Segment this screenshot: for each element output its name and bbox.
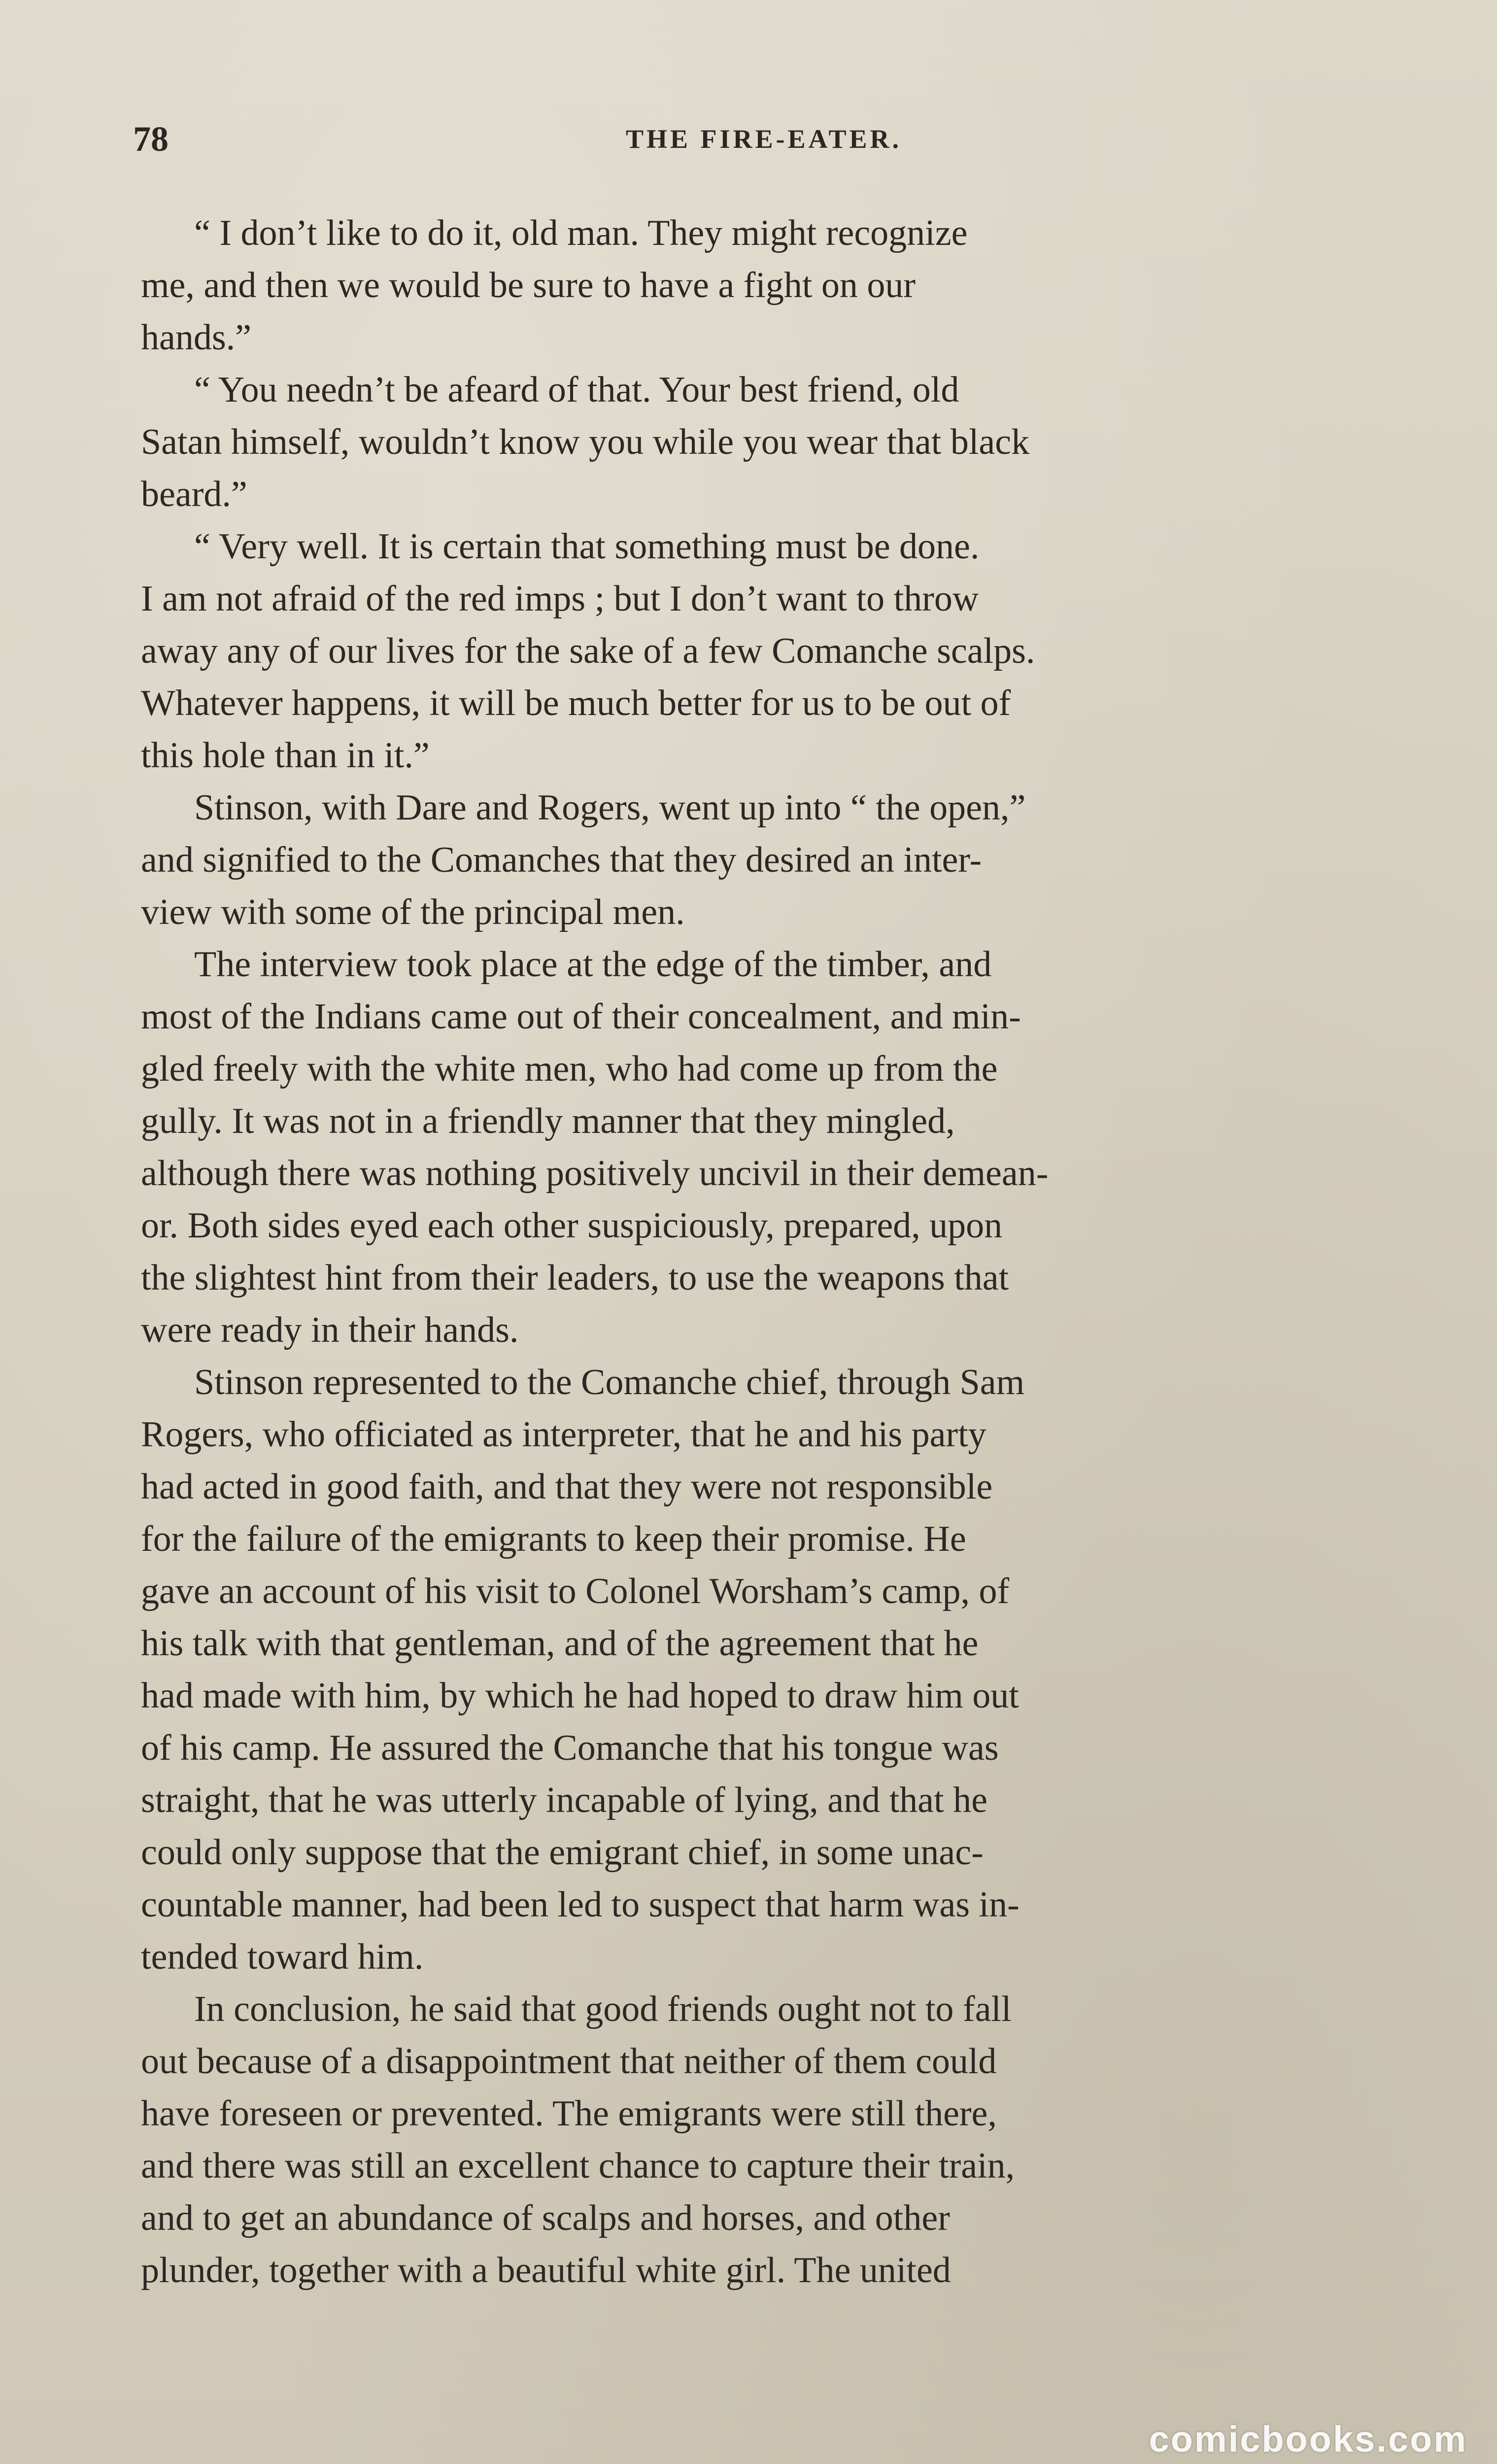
- paragraph: Stinson, with Dare and Rogers, went up into “ the open,” and signified to the Comanches that they desired an inter- view with some of the principal men.: [141, 787, 1026, 932]
- page-header: [133, 114, 1395, 164]
- watermark: comicbooks.com: [1149, 2419, 1467, 2460]
- body-text: [141, 207, 1395, 2296]
- paragraph: Stinson represented to the Comanche chief, through Sam Rogers, who officiated as interpreter, that he and his party had acted in good faith, and that they were not responsible for the failure of the emigrants to keep their promise. He gave an account of his visit to Colonel Worsham’s camp, of his talk with that gentleman, and of the agreement that he had made with him, by which he had hoped to draw him out of his camp. He assured the Comanche that his tongue was straight, that he was utterly incapable of lying, and that he could only suppose that the emigrant chief, in some unac- countable manner, had been led to suspect that harm was in- tended toward him.: [141, 1362, 1025, 1977]
- running-title: THE FIRE-EATER.: [625, 124, 902, 154]
- page-number: 78: [133, 119, 169, 159]
- paragraph: In conclusion, he said that good friends ought not to fall out because of a disappointment that neither of them could have foreseen or prevented. The emigrants were still there, and there was still an excellent chance to capture their train, and to get an abundance of scalps and horses, and other plunder, together with a beautiful white girl. The united: [141, 1989, 1015, 2291]
- paragraph: “ You needn’t be afeard of that. Your best friend, old Satan himself, wouldn’t know you while you wear that black beard.”: [141, 370, 1030, 514]
- paragraph: “ Very well. It is certain that something must be done. I am not afraid of the red imps ; but I don’t want to throw away any of our lives for the sake of a few Comanche scalps. Whatever happens, it will be much better for us to be out of this hole than in it.”: [141, 526, 1035, 776]
- paragraph: The interview took place at the edge of the timber, and most of the Indians came out of their concealment, and min- gled freely with the white men, who had come up from the gully. It was not in a friendly manner that they mingled, although there was nothing positively uncivil in their demean- or. Both sides eyed each other suspiciously, prepared, upon the slightest hint from their leaders, to use the weapons that were ready in their hands.: [141, 944, 1049, 1350]
- paragraph: “ I don’t like to do it, old man. They might recognize me, and then we would be sure to have a fight on our hands.”: [141, 213, 968, 358]
